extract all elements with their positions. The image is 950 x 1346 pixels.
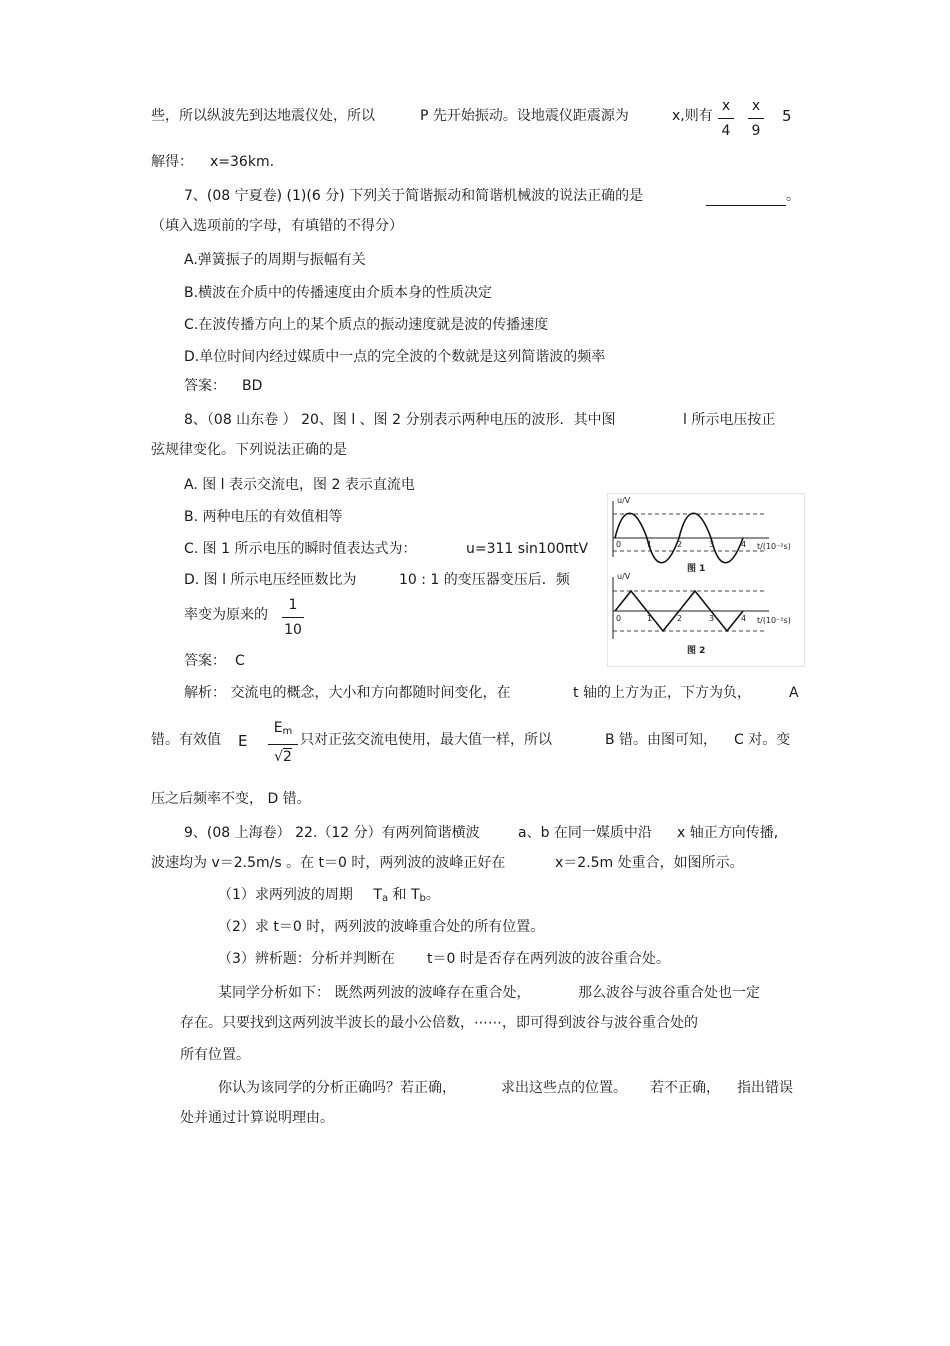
option-c: C.在波传播方向上的某个质点的振动速度就是波的传播速度 (184, 317, 549, 333)
b-subscript: b (419, 893, 426, 904)
voltage-waveform-figure (607, 493, 805, 667)
student-analysis-line2: 存在。只要找到这两列波半波长的最小公倍数，⋯⋯，即可得到波谷与波谷重合处的 (180, 1015, 698, 1031)
sub-question-2: （2）求 t＝0 时，两列波的波峰重合处的所有位置。 (218, 919, 545, 935)
symbol-ta (373, 887, 388, 903)
fig1-x-label: t/(10⁻²s) (757, 542, 791, 551)
sqrt-radicand: 2 (283, 749, 292, 765)
sqrt-sign: √ (274, 749, 283, 765)
option-d: D.单位时间内经过媒质中一点的完全波的个数就是这列简谐波的频率 (184, 349, 606, 365)
fraction-x-over-4 (718, 96, 734, 141)
question-7-note: （填入选项前的字母，有填错的不得分） (151, 218, 403, 234)
option-a: A.弹簧振子的周期与振幅有关 (184, 252, 366, 268)
equation-rhs: 5 (782, 107, 792, 125)
answer-label: 答案： (184, 378, 226, 394)
question-9-stem-c: x 轴正方向传播, (677, 825, 779, 841)
fig1-caption: 图 1 (687, 564, 706, 574)
option-a: A. 图 l 表示交流电，图 2 表示直流电 (184, 477, 415, 493)
figure-border (608, 494, 805, 667)
fig2-tick-2: 2 (677, 614, 683, 623)
answer-value: C (235, 653, 245, 669)
fraction-denominator: 9 (751, 123, 761, 139)
fraction-one-tenth (282, 595, 304, 640)
and-word: 和 (392, 887, 407, 903)
analysis-line1-cont: t 轴的上方为正，下方为负， (573, 685, 751, 701)
period: 。 (786, 188, 800, 204)
analysis-line2: 错。有效值 (151, 732, 221, 748)
fraction-bar (748, 118, 764, 119)
answer-value: BD (242, 378, 263, 394)
fraction-numerator: x (721, 98, 731, 114)
option-d: D. 图 l 所示电压经匝数比为 (184, 572, 357, 588)
fig2-tick-4: 4 (741, 614, 747, 623)
question-ask-line1: 你认为该同学的分析正确吗？若正确， (218, 1080, 456, 1096)
question-ask-line1-c: 若不正确， (650, 1080, 720, 1096)
option-b: B.横波在介质中的传播速度由介质本身的性质决定 (184, 285, 493, 301)
fig1-tick-3: 3 (709, 540, 715, 549)
fraction-denominator: 10 (284, 622, 302, 638)
fraction-bar (718, 118, 734, 119)
fig2-x-label: t/(10⁻²s) (757, 616, 791, 625)
student-analysis-line3: 所有位置。 (180, 1047, 250, 1063)
text-line: 些，所以纵波先到达地震仪处，所以 (151, 108, 375, 124)
a-subscript: a (381, 893, 389, 904)
option-c: C. 图 1 所示电压的瞬时值表达式为： (184, 541, 417, 557)
option-c-formula: u=311 sin100πtV (466, 541, 589, 557)
answer-blank-line (706, 186, 800, 206)
t-letter: T (373, 887, 382, 903)
option-b: B. 两种电压的有效值相等 (184, 509, 343, 525)
sub-question-1 (218, 885, 440, 909)
fraction-numerator: 1 (288, 597, 298, 613)
analysis-line1-end: A (789, 685, 799, 701)
sub-question-3-cont: t＝0 时是否存在两列波的波谷重合处。 (427, 951, 670, 967)
t-letter: T (410, 887, 420, 903)
em-subscript: m (282, 726, 293, 737)
fig1-tick-2: 2 (677, 540, 683, 549)
option-d-line2: 率变为原来的 (184, 607, 268, 623)
answer-blank (706, 191, 786, 206)
question-7-stem (184, 186, 643, 206)
question-9-stem-line2-b: x＝2.5m 处重合，如图所示。 (555, 855, 744, 871)
question-8-stem-line2: 弦规律变化。下列说法正确的是 (151, 442, 347, 458)
question-7-text: 7、(08 宁夏卷) (1)(6 分) 下列关于简谐振动和简谐机械波的说法正确的是 (184, 188, 644, 204)
question-ask-line2: 处并通过计算说明理由。 (180, 1110, 334, 1126)
sub-question-1-text: （1）求两列波的周期 (218, 887, 353, 903)
fraction-denominator: 4 (721, 123, 731, 139)
symbol-tb (411, 887, 426, 903)
analysis-line3: 压之后频率不变， D 错。 (151, 791, 311, 807)
student-analysis-line1-cont: 那么波谷与波谷重合处也一定 (578, 985, 760, 1001)
question-ask-line1-d: 指出错误 (737, 1080, 793, 1096)
waveform-svg (607, 493, 805, 667)
period: 。 (425, 887, 440, 903)
text-line: P 先开始振动。设地震仪距震源为 (420, 108, 629, 124)
question-9-stem-b: a、b 在同一媒质中沿 (518, 825, 652, 841)
student-analysis-line1: 某同学分析如下： 既然两列波的波峰存在重合处， (218, 985, 531, 1001)
analysis-line2-c: C 对。变 (734, 732, 791, 748)
fig1-tick-0: 0 (616, 540, 622, 549)
fraction-numerator (268, 718, 298, 742)
solve-value: x=36km. (210, 154, 275, 170)
sub-question-3: （3）辨析题：分析并判断在 (218, 951, 395, 967)
question-9-stem: 9、(08 上海卷） 22.（12 分）有两列简谐横波 (184, 825, 480, 841)
question-8-stem: 8、（08 山东卷 ） 20、图 l 、图 2 分别表示两种电压的波形．其中图 (184, 412, 616, 428)
fraction-denominator (268, 747, 298, 767)
question-8-stem-end: l 所示电压按正 (683, 412, 776, 428)
em-letter: E (273, 720, 283, 736)
analysis-line2-b: B 错。由图可知， (605, 732, 718, 748)
fig2-y-label: u/V (617, 572, 631, 581)
fig2-caption: 图 2 (687, 646, 706, 656)
option-d-cont: 10 : 1 的变压器变压后．频 (399, 572, 570, 588)
analysis-line1: 解析： 交流电的概念，大小和方向都随时间变化，在 (184, 685, 511, 701)
fraction-em-over-root2 (268, 718, 298, 767)
fig2-tick-0: 0 (616, 614, 622, 623)
fig1-y-label: u/V (617, 496, 631, 505)
fig2-tick-1: 1 (647, 614, 653, 623)
answer-label: 答案： (184, 653, 226, 669)
fig1-tick-1: 1 (647, 540, 653, 549)
question-ask-line1-b: 求出这些点的位置。 (501, 1080, 627, 1096)
question-9-stem-line2: 波速均为 v＝2.5m/s 。在 t＝0 时，两列波的波峰正好在 (151, 855, 506, 871)
analysis-line2-cont: 只对正弦交流电使用，最大值一样，所以 (300, 732, 552, 748)
fraction-bar (268, 744, 298, 745)
text-line: x,则有 (672, 108, 713, 124)
fraction-bar (282, 617, 304, 618)
fraction-x-over-9 (748, 96, 764, 141)
symbol-e: E (238, 732, 248, 750)
fig2-tick-3: 3 (709, 614, 715, 623)
fraction-numerator: x (751, 98, 761, 114)
fig1-tick-4: 4 (741, 540, 747, 549)
solve-label: 解得： (151, 154, 193, 170)
